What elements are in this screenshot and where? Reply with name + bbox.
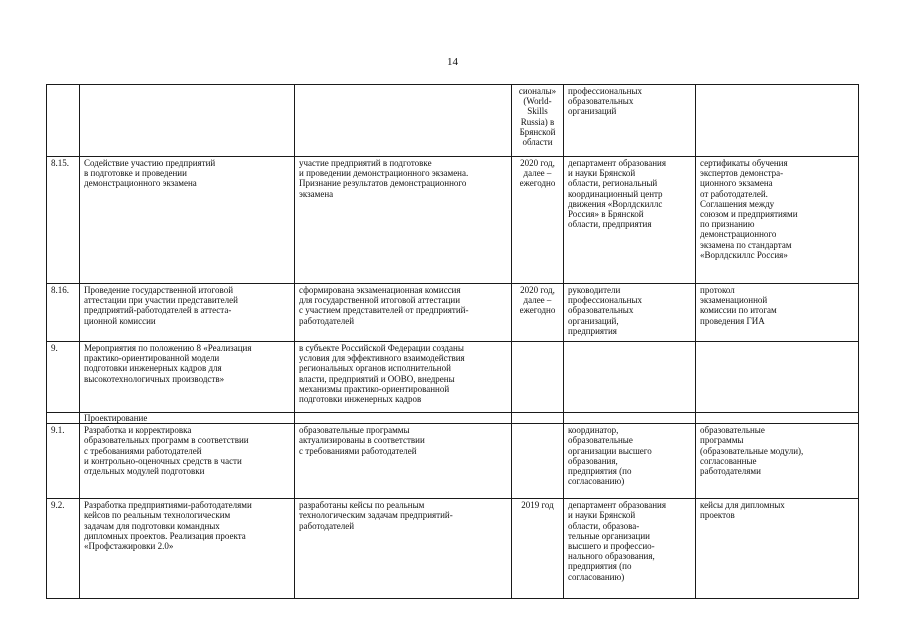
form-cell bbox=[696, 342, 859, 413]
measure-cell: Мероприятия по положению 8 «Реализация практико-ориентированной модели подготовки инженерных кадров для высокотехнологичных производств» bbox=[80, 342, 295, 413]
form-cell: протокол экзаменационной комиссии по итогам проведения ГИА bbox=[696, 284, 859, 342]
measure-cell: Содействие участию предприятий в подготовке и проведении демонстрационного экзамена bbox=[80, 157, 295, 284]
deadline-cell: 2020 год, далее – ежегодно bbox=[512, 284, 564, 342]
page-number: 14 bbox=[447, 56, 458, 68]
result-cell bbox=[295, 85, 512, 157]
measure-cell: Разработка и корректировка образовательных программ в соответствии с требованиями работодателей и контрольно-оценочных средств в части отдельных модулей подготовки bbox=[80, 424, 295, 499]
deadline-cell bbox=[512, 424, 564, 499]
item-number bbox=[47, 413, 80, 424]
result-cell: разработаны кейсы по реальным технологическим задачам предприятий- работодателей bbox=[295, 499, 512, 599]
result-cell: сформирована экзаменационная комиссия для государственной итоговой аттестации с участием представителей от предприятий- работодателей bbox=[295, 284, 512, 342]
section-heading: Проектирование bbox=[80, 413, 295, 424]
table-row bbox=[47, 413, 859, 424]
executor-cell: департамент образования и науки Брянской области, региональный координационный центр движения «Ворлдскиллс Россия» в Брянской области, предприятия bbox=[564, 157, 696, 284]
form-cell: кейсы для дипломных проектов bbox=[696, 499, 859, 599]
table-row bbox=[47, 342, 859, 413]
item-number: 9.2. bbox=[47, 499, 80, 599]
measure-cell: Проведение государственной итоговой аттестации при участии представителей предприятий-работодателей в аттеста- ционной комиссии bbox=[80, 284, 295, 342]
form-cell bbox=[696, 85, 859, 157]
table-row bbox=[47, 284, 859, 342]
form-cell: образовательные программы (образовательные модули), согласованные работодателями bbox=[696, 424, 859, 499]
executor-cell bbox=[564, 413, 696, 424]
item-number: 9.1. bbox=[47, 424, 80, 499]
plan-table bbox=[46, 84, 859, 599]
table-row bbox=[47, 85, 859, 157]
deadline-cell bbox=[512, 413, 564, 424]
table-row bbox=[47, 424, 859, 499]
result-cell: в субъекте Российской Федерации созданы условия для эффективного взаимодействия региональных органов исполнительной власти, предприятий и ООВО, внедрены механизмы практико-ориентированной подготовки инженерных кадров bbox=[295, 342, 512, 413]
deadline-cell bbox=[512, 342, 564, 413]
form-cell bbox=[696, 413, 859, 424]
result-cell bbox=[295, 413, 512, 424]
deadline-cell: сионалы» (World- Skills Russia) в Брянской области bbox=[512, 85, 564, 157]
executor-cell bbox=[564, 342, 696, 413]
result-cell: участие предприятий в подготовке и проведении демонстрационного экзамена. Признание результатов демонстрационного экзамена bbox=[295, 157, 512, 284]
measure-cell: Разработка предприятиями-работодателями кейсов по реальным технологическим задачам для подготовки командных дипломных проектов. Реализация проекта «Профстажировки 2.0» bbox=[80, 499, 295, 599]
executor-cell: департамент образования и науки Брянской области, образова- тельные организации высшего и профессио- нального образования, предприятия (по согласованию) bbox=[564, 499, 696, 599]
item-number: 8.16. bbox=[47, 284, 80, 342]
executor-cell: руководители профессиональных образовательных организаций, предприятия bbox=[564, 284, 696, 342]
executor-cell: профессиональных образовательных организаций bbox=[564, 85, 696, 157]
item-number: 8.15. bbox=[47, 157, 80, 284]
item-number bbox=[47, 85, 80, 157]
measure-cell bbox=[80, 85, 295, 157]
table-row bbox=[47, 157, 859, 284]
deadline-cell: 2019 год bbox=[512, 499, 564, 599]
form-cell: сертификаты обучения экспертов демонстра- ционного экзамена от работодателей. Соглашения между союзом и предприятиями по признанию демонстрационного экзамена по стандартам «Ворлдскиллс Россия» bbox=[696, 157, 859, 284]
result-cell: образовательные программы актуализированы в соответствии с требованиями работодателей bbox=[295, 424, 512, 499]
deadline-cell: 2020 год, далее – ежегодно bbox=[512, 157, 564, 284]
table-row bbox=[47, 499, 859, 599]
item-number: 9. bbox=[47, 342, 80, 413]
executor-cell: координатор, образовательные организации высшего образования, предприятия (по согласованию) bbox=[564, 424, 696, 499]
